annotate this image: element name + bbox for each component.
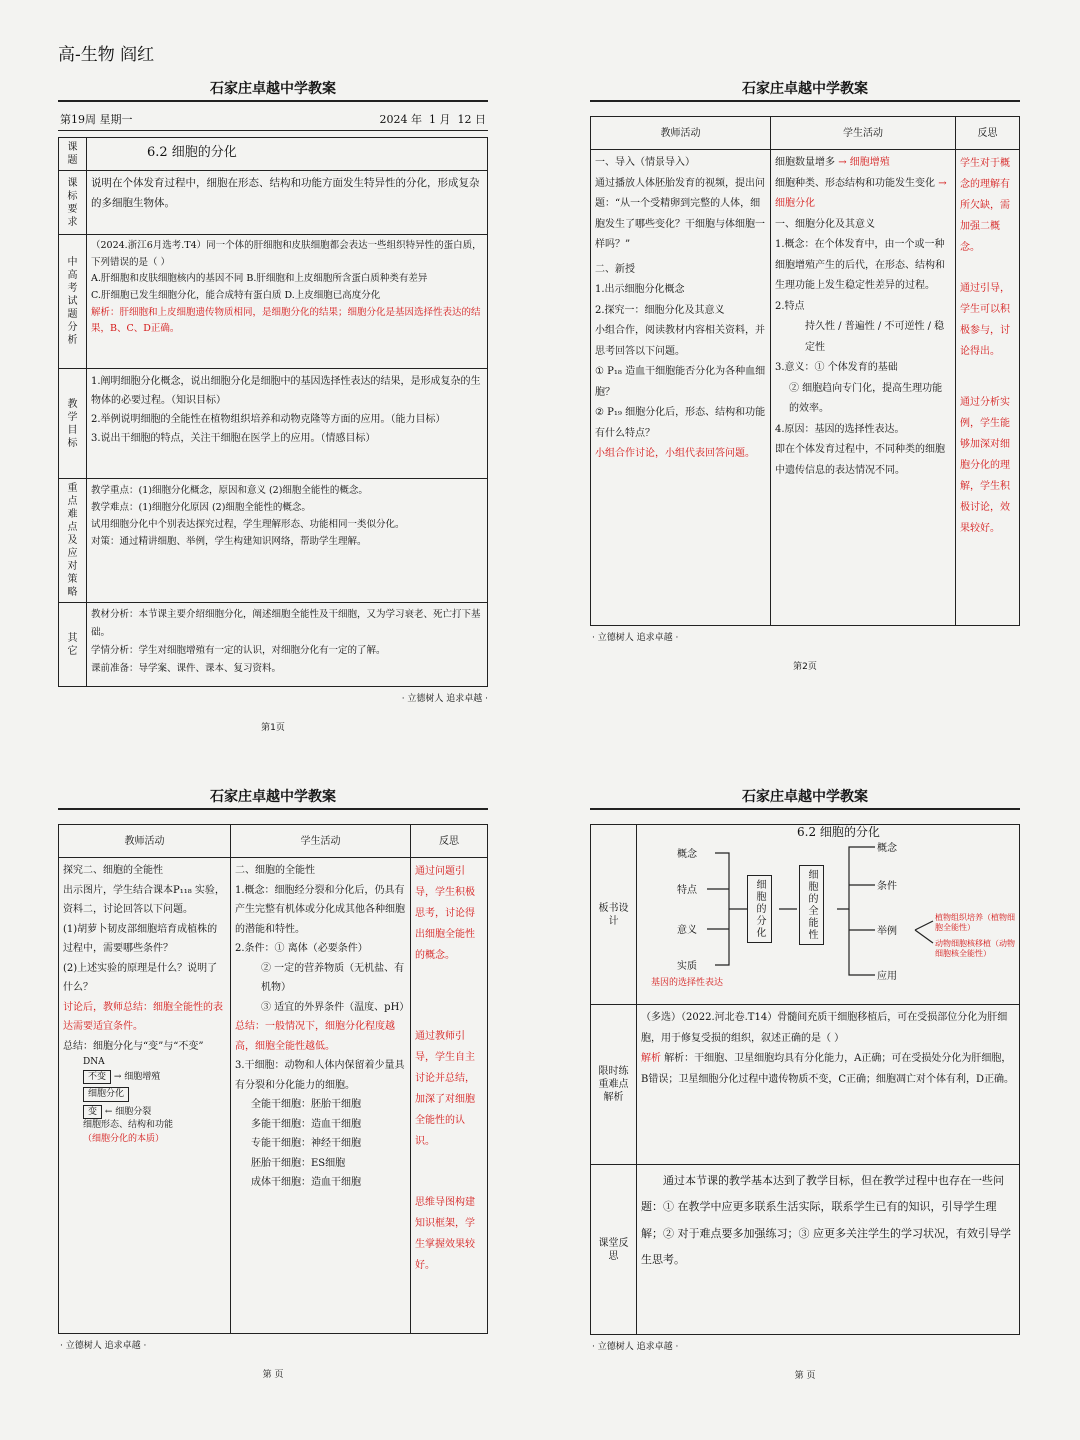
board-right-red: 动物细胞核移植（动物细胞核全能性）	[935, 939, 1015, 958]
board-left-item: 概念	[677, 849, 697, 860]
col-teacher: 教师活动	[59, 825, 231, 858]
school-title: 石家庄卓越中学教案	[590, 78, 1020, 102]
lesson-plan-page-1	[58, 78, 488, 733]
lesson-plan-page-3	[58, 786, 488, 1386]
board-right-item: 举例	[877, 926, 897, 937]
page-number: 第2页	[793, 662, 817, 672]
school-title: 石家庄卓越中学教案	[58, 78, 488, 102]
page-footer: · 立德树人 追求卓越 ·	[592, 633, 679, 643]
topic: 6.2 细胞的分化	[87, 138, 488, 171]
design-table: 板书设计 6.2 细胞的分化 概念 特点 意义 实质 基因的选择性表达 细胞的分化 细胞的全能性 概念 条件 举例 应用 植物组织培养（植物细胞全能性） 动物细胞核移植（动物细胞核全能性） 限时练重难点解析 （多选）（2022.河北卷.T14）骨髓间充质干细胞移植后，可在受损部位分化为肝细胞，用于修复受损的组织，叙述正确的是（ ） 解析 解析：干细胞、卫星细胞均具有分化能力，A正确；可在受损处分化为肝细胞，B错误；卫星细胞分化过程中遗传物质不变，C正确；细胞凋亡对个体有利，D正确。 课堂反思 通过本节课的教学基本达到了教学目标，但在教学过程中也存在一些问题：① 在教学中应更多联系生活实际，联系学生已有的知识，引导学生理解；② 对于难点要多加强练习；③ 应更多关注学生的学习状况，有效引导学生思考。	[590, 824, 1020, 1335]
reflection: 学生对于概念的理解有所欠缺，需加强二概念。 通过引导，学生可以积极参与，讨论得出。 通过分析实例，学生能够加深对细胞分化的理解，学生积极讨论，效果较好。	[956, 150, 1020, 626]
month: 1	[429, 113, 436, 126]
lesson-plan-page-4	[590, 786, 1020, 1386]
board-right-item: 概念	[877, 843, 897, 854]
student-activity: 细胞数量增多 → 细胞增殖 细胞种类、形态结构和功能发生变化 → 细胞分化 一、细胞分化及其意义 1.概念：在个体发育中，由一个或一种细胞增殖产生的后代，在形态、结构和生理功能上发生稳定性差异的过程。 2.特点 持久性 / 普遍性 / 不可逆性 / 稳定性 3.意义：① 个体发育的基础 ② 细胞趋向专门化，提高生理功能的效率。 4.原因：基因的选择性表达。 即在个体发育过程中，不同种类的细胞中遗传信息的表达情况不同。	[771, 150, 956, 626]
board-right-item: 条件	[877, 881, 897, 892]
date-bar: 第19周 星期一 2024 年 1 月 12 日	[58, 102, 488, 131]
col-teacher: 教师活动	[591, 117, 771, 150]
reflection: 通过问题引导，学生积极思考，讨论得出细胞全能性的概念。 通过教师引导，学生自主讨论并总结，加深了对细胞全能性的认识。 思维导图构建知识框架，学生掌握效果较好。	[411, 858, 488, 1334]
activity-table	[58, 824, 488, 1334]
col-student: 学生活动	[231, 825, 411, 858]
page-footer: · 立德树人 追求卓越 ·	[60, 1341, 147, 1351]
activity-table	[590, 116, 1020, 626]
board-design	[637, 825, 1020, 1005]
col-student: 学生活动	[771, 117, 956, 150]
curriculum-requirement: 说明在个体发育过程中，细胞在形态、结构和功能方面发生特异性的分化，形成复杂的多细胞生物体。	[87, 171, 488, 235]
school-title: 石家庄卓越中学教案	[590, 786, 1020, 810]
lesson-info-table: 课题 6.2 细胞的分化 课标要求 说明在个体发育过程中，细胞在形态、结构和功能方面发生特异性的分化，形成复杂的多细胞生物体。 中高考试题分析 （2024.浙江6月选考.T4）同一个体的肝细胞和皮肤细胞都会表达一些组织特异性的蛋白质，下列错误的是（ ） A.肝细胞和皮肤细胞核内的基因不同 B.肝细胞和上皮细胞所含蛋白质种类有差异 C.肝细胞已发生细胞分化，能合成特有蛋白质 D.上皮细胞已高度分化 解析：肝细胞和上皮细胞遗传物质相同，是细胞分化的结果；细胞分化是基因选择性表达的结果，B、C、D正确。 教学目标 1.阐明细胞分化概念，说出细胞分化是细胞中的基因选择性表达的结果，是形成复杂的生物体的必要过程。（知识目标） 2.举例说明细胞的全能性在植物组织培养和动物克隆等方面的应用。（能力目标） 3.说出干细胞的特点，关注干细胞在医学上的应用。（情感目标） 重点难点及应对策略 教学重点：(1)细胞分化概念，原因和意义 (2)细胞全能性的概念。 教学难点：(1)细胞分化原因 (2)细胞全能性的概念。 试用细胞分化中个别表达探究过程，学生理解形态、功能相同一类似分化。 对策：通过精讲细胞、举例，学生构建知识网络，帮助学生理解。 其它 教材分析：本节课主要介绍细胞分化，阐述细胞全能性及干细胞，又为学习衰老、死亡打下基础。 学情分析：学生对细胞增殖有一定的认识，对细胞分化有一定的了解。 课前准备：导学案、课件、课本、复习资料。	[58, 137, 488, 687]
school-title: 石家庄卓越中学教案	[58, 786, 488, 810]
board-box-totipotency: 细胞的全能性	[799, 865, 824, 945]
lesson-plan-page-2	[590, 78, 1020, 678]
corner-note: 高-生物 阎红	[58, 45, 155, 65]
page-number: 第 页	[262, 1370, 284, 1380]
board-title: 6.2 细胞的分化	[797, 825, 880, 839]
board-left-item: 意义	[677, 925, 697, 936]
page-number: 第 页	[794, 1371, 816, 1381]
col-reflect: 反思	[411, 825, 488, 858]
week-number: 19	[71, 113, 85, 126]
student-activity: 二、细胞的全能性 1.概念：细胞经分裂和分化后，仍具有产生完整有机体或分化成其他各种细胞的潜能和特性。 2.条件：① 离体（必要条件） ② 一定的营养物质（无机盐、有机物） ③ 适宜的外界条件（温度、pH） 总结：一般情况下，细胞分化程度越高，细胞全能性越低。 3.干细胞：动物和人体内保留着少量具有分裂和分化能力的细胞。 全能干细胞：胚胎干细胞 多能干细胞：造血干细胞 专能干细胞：神经干细胞 胚胎干细胞：ES细胞 成体干细胞：造血干细胞	[231, 858, 411, 1334]
board-left-item: 实质	[677, 961, 697, 972]
day: 12	[457, 113, 472, 126]
teacher-activity: 探究二、细胞的全能性 出示图片，学生结合课本P₁₁₈ 实验，资料二，讨论回答以下问题。 (1)胡萝卜韧皮部细胞培育成植株的过程中，需要哪些条件？ (2)上述实验的原理是什么？说明了什么？ 讨论后，教师总结：细胞全能性的表达需要适宜条件。 总结：细胞分化与“变”与“不变” DNA 不变 → 细胞增殖 细胞分化 变 ← 细胞分裂 细胞形态、结构和功能 （细胞分化的本质）	[59, 858, 231, 1334]
col-reflect: 反思	[956, 117, 1020, 150]
other-notes: 教材分析：本节课主要介绍细胞分化，阐述细胞全能性及干细胞，又为学习衰老、死亡打下基础。 学情分析：学生对细胞增殖有一定的认识，对细胞分化有一定的了解。 课前准备：导学案、课件、课本、复习资料。	[87, 603, 488, 687]
board-left-item: 特点	[677, 885, 697, 896]
board-right-red: 植物组织培养（植物细胞全能性）	[935, 913, 1015, 932]
page-footer: · 立德树人 追求卓越 ·	[592, 1342, 679, 1352]
weekday: 一	[121, 113, 133, 126]
exam-analysis: （2024.浙江6月选考.T4）同一个体的肝细胞和皮肤细胞都会表达一些组织特异性的蛋白质，下列错误的是（ ） A.肝细胞和皮肤细胞核内的基因不同 B.肝细胞和上皮细胞所含蛋白质种类有差异 C.肝细胞已发生细胞分化，能合成特有蛋白质 D.上皮细胞已高度分化 解析：肝细胞和上皮细胞遗传物质相同，是细胞分化的结果；细胞分化是基因选择性表达的结果，B、C、D正确。	[87, 235, 488, 369]
page-footer: · 立德树人 追求卓越 ·	[401, 694, 488, 704]
timed-practice: （多选）（2022.河北卷.T14）骨髓间充质干细胞移植后，可在受损部位分化为肝细胞，用于修复受损的组织，叙述正确的是（ ） 解析 解析：干细胞、卫星细胞均具有分化能力，A正确；可在受损处分化为肝细胞，B错误；卫星细胞分化过程中遗传物质不变，C正确；细胞凋亡对个体有利，D正确。	[637, 1005, 1020, 1165]
page-number: 第1页	[261, 723, 285, 733]
teaching-goals: 1.阐明细胞分化概念，说出细胞分化是细胞中的基因选择性表达的结果，是形成复杂的生物体的必要过程。（知识目标） 2.举例说明细胞的全能性在植物组织培养和动物克隆等方面的应用。（能力目标） 3.说出干细胞的特点，关注干细胞在医学上的应用。（情感目标）	[87, 369, 488, 479]
key-points: 教学重点：(1)细胞分化概念，原因和意义 (2)细胞全能性的概念。 教学难点：(1)细胞分化原因 (2)细胞全能性的概念。 试用细胞分化中个别表达探究过程，学生理解形态、功能相同一类似分化。 对策：通过精讲细胞、举例，学生构建知识网络，帮助学生理解。	[87, 479, 488, 603]
board-left-red: 基因的选择性表达	[651, 978, 724, 988]
board-right-item: 应用	[877, 971, 897, 982]
teacher-activity: 一、导入（情景导入） 通过播放人体胚胎发育的视频，提出问题：“从一个受精卵到完整的人体，细胞发生了哪些变化？干细胞与体细胞一样吗？” 二、新授 1.出示细胞分化概念 2.探究一：细胞分化及其意义 小组合作，阅读教材内容相关资料，并思考回答以下问题。 ① P₁₈ 造血干细胞能否分化为各种血细胞？ ② P₁₉ 细胞分化后，形态、结构和功能有什么特点？ 小组合作讨论，小组代表回答问题。	[591, 150, 771, 626]
change-flowchart: DNA 不变 → 细胞增殖 细胞分化 变 ← 细胞分裂 细胞形态、结构和功能 （细胞分化的本质）	[83, 1057, 174, 1144]
year: 2024	[379, 113, 408, 126]
class-reflection: 通过本节课的教学基本达到了教学目标，但在教学过程中也存在一些问题：① 在教学中应更多联系生活实际，联系学生已有的知识，引导学生理解；② 对于难点要多加强练习；③ 应更多关注学生的学习状况，有效引导学生思考。	[637, 1165, 1020, 1335]
board-box-differentiation: 细胞的分化	[747, 875, 772, 943]
